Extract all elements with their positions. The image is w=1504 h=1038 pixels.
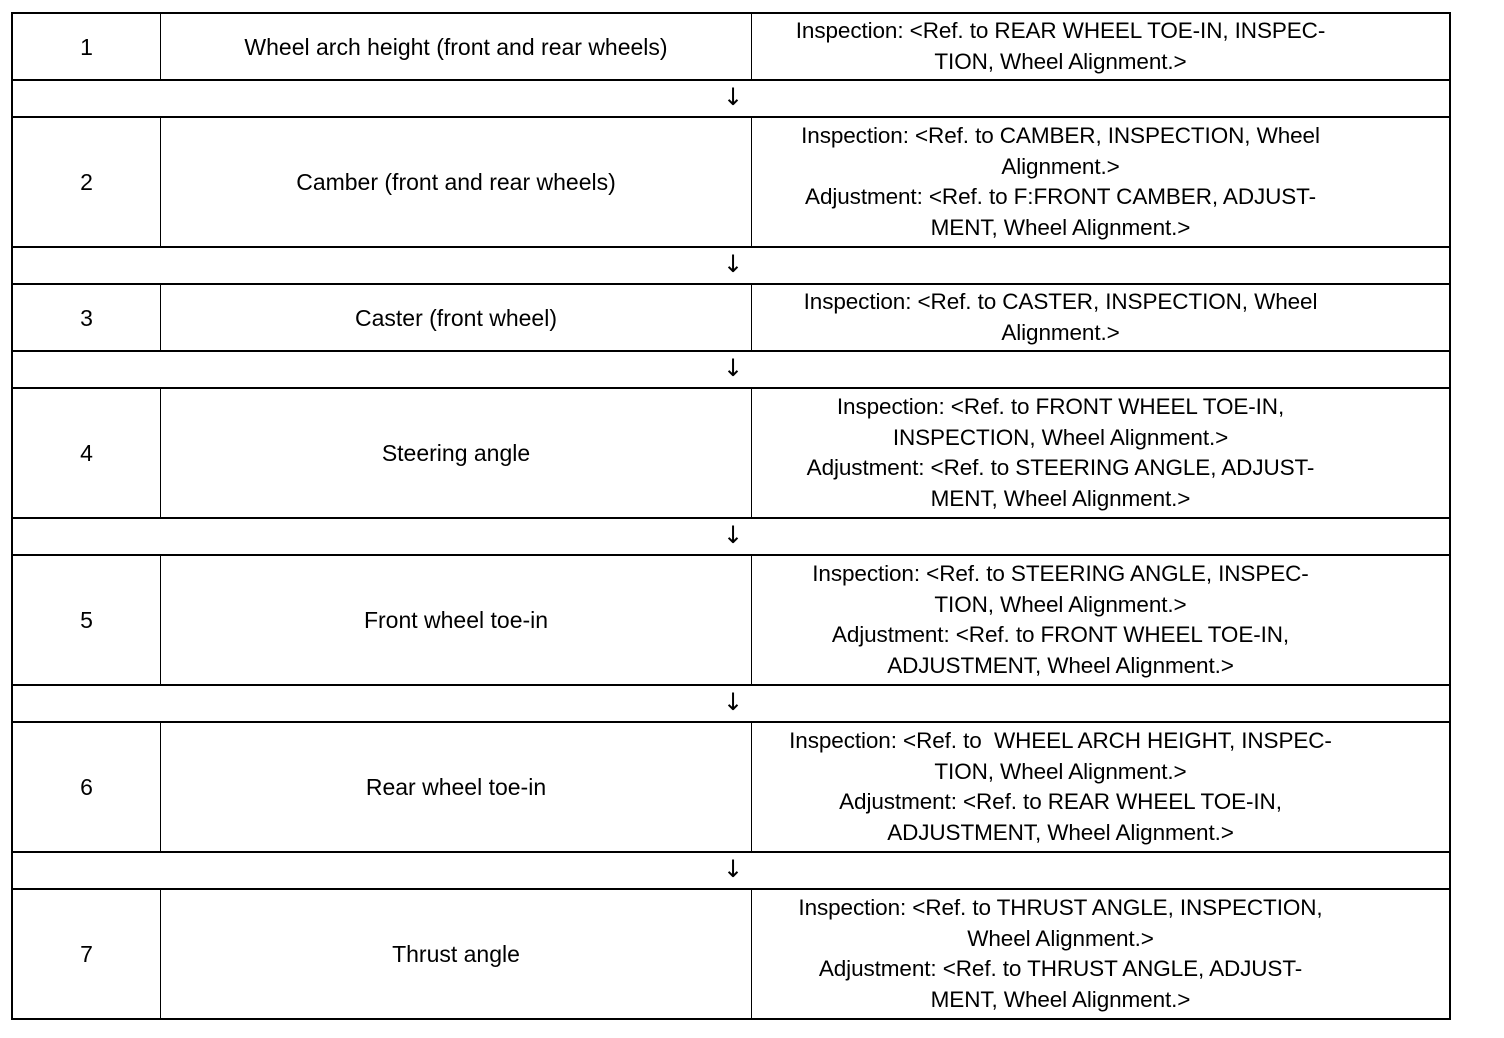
step-number: 2	[13, 118, 161, 246]
step-reference	[752, 556, 1449, 684]
step-number: 3	[13, 285, 161, 350]
reference-line: MENT, Wheel Alignment.>	[930, 214, 1191, 240]
step-row-5	[11, 556, 1451, 686]
step-item: Steering angle	[161, 389, 752, 517]
down-arrow-icon: ↓	[723, 688, 744, 716]
step-item: Rear wheel toe-in	[161, 723, 752, 851]
reference-line: MENT, Wheel Alignment.>	[930, 986, 1191, 1012]
step-reference	[752, 118, 1449, 246]
step-item: Thrust angle	[161, 890, 752, 1018]
reference-line: Inspection: <Ref. to REAR WHEEL TOE-IN, INSPEC-	[795, 18, 1326, 43]
step-item: Caster (front wheel)	[161, 285, 752, 350]
reference-line: Inspection: <Ref. to CASTER, INSPECTION, Wheel	[803, 289, 1318, 314]
reference-line: Adjustment: <Ref. to THRUST ANGLE, ADJUST-	[818, 956, 1303, 981]
reference-line: TION, Wheel Alignment.>	[934, 48, 1187, 74]
arrow-row-1	[11, 81, 1451, 118]
arrow-row-6	[11, 853, 1451, 890]
step-number: 4	[13, 389, 161, 517]
reference-line: Adjustment: <Ref. to REAR WHEEL TOE-IN,	[839, 789, 1282, 814]
arrow-row-2	[11, 248, 1451, 285]
reference-line: Alignment.>	[1001, 319, 1120, 345]
step-number: 7	[13, 890, 161, 1018]
step-reference	[752, 389, 1449, 517]
reference-line: Inspection: <Ref. to FRONT WHEEL TOE-IN,	[836, 394, 1285, 419]
down-arrow-icon: ↓	[723, 250, 744, 278]
reference-line: ADJUSTMENT, Wheel Alignment.>	[887, 819, 1234, 845]
down-arrow-icon: ↓	[723, 83, 744, 111]
step-row-1	[11, 14, 1451, 81]
reference-line: Inspection: <Ref. to CAMBER, INSPECTION, Wheel	[801, 123, 1320, 148]
reference-line: TION, Wheel Alignment.>	[934, 591, 1187, 617]
reference-line: Adjustment: <Ref. to FRONT WHEEL TOE-IN,	[831, 622, 1290, 647]
arrow-row-4	[11, 519, 1451, 556]
step-row-7	[11, 890, 1451, 1020]
down-arrow-icon: ↓	[723, 855, 744, 883]
step-row-2	[11, 118, 1451, 248]
step-reference	[752, 723, 1449, 851]
step-number: 6	[13, 723, 161, 851]
down-arrow-icon: ↓	[723, 521, 744, 549]
alignment-procedure-table	[11, 12, 1451, 1020]
step-item: Front wheel toe-in	[161, 556, 752, 684]
reference-line: TION, Wheel Alignment.>	[934, 758, 1187, 784]
reference-line: Wheel Alignment.>	[967, 925, 1154, 951]
reference-line: Inspection: <Ref. to STEERING ANGLE, INSPEC-	[812, 561, 1309, 586]
step-item: Wheel arch height (front and rear wheels)	[161, 14, 752, 79]
step-row-4	[11, 389, 1451, 519]
step-row-3	[11, 285, 1451, 352]
reference-line: Adjustment: <Ref. to STEERING ANGLE, ADJUST-	[806, 455, 1315, 480]
step-reference	[752, 890, 1449, 1018]
step-number: 1	[13, 14, 161, 79]
arrow-row-3	[11, 352, 1451, 389]
step-row-6	[11, 723, 1451, 853]
step-reference	[752, 14, 1449, 79]
step-reference	[752, 285, 1449, 350]
reference-line: Adjustment: <Ref. to F:FRONT CAMBER, ADJUST-	[805, 184, 1316, 209]
reference-line: Inspection: <Ref. to THRUST ANGLE, INSPECTION,	[798, 895, 1323, 920]
down-arrow-icon: ↓	[723, 354, 744, 382]
reference-line: Inspection: <Ref. to WHEEL ARCH HEIGHT, INSPEC-	[789, 728, 1332, 753]
reference-line: ADJUSTMENT, Wheel Alignment.>	[887, 652, 1234, 678]
step-item: Camber (front and rear wheels)	[161, 118, 752, 246]
arrow-row-5	[11, 686, 1451, 723]
step-number: 5	[13, 556, 161, 684]
reference-line: Alignment.>	[1001, 153, 1120, 179]
reference-line: INSPECTION, Wheel Alignment.>	[892, 424, 1229, 450]
reference-line: MENT, Wheel Alignment.>	[930, 485, 1191, 511]
